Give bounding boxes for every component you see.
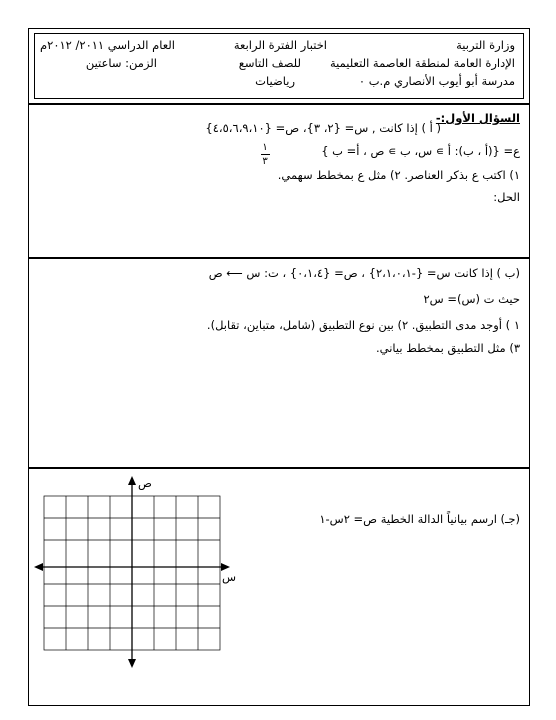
q1-tasks: ١) اكتب ع بذكر العناصر. ٢) مثل ع بمخطط سهمي.	[277, 168, 520, 182]
duration-label: الزمن: ساعتين	[85, 56, 157, 70]
q1-relation-definition: ع= {(أ ، ب): أ ∍ س، ب ∍ ص ، أ= ب }	[321, 144, 520, 158]
exam-title: اختبار الفترة الرابعة	[233, 38, 327, 52]
solution-label: الحل:	[493, 190, 520, 204]
school-year-label: العام الدراسي ٢٠١١/ ٢٠١٢م	[40, 38, 175, 52]
q1-part-c-statement: (جـ) ارسم بيانياً الدالة الخطية ص= ٢س-١	[319, 512, 520, 526]
mapping-rule: حيث ت (س)= س٢	[423, 292, 520, 306]
q1-part-a-statement: ( أ ) إذا كانت , س= {٢، ٣}، ص= {٤،٥،٦،٩،١٠}	[205, 121, 441, 135]
q1-part-b-statement: (ب ) إذا كانت س= {-٢،١،٠،١} ، ص= {٠،١،٤} ، ت: س ⟵ ص	[208, 266, 520, 280]
school-label: مدرسة أبو أيوب الأنصاري م.ب ٠	[358, 74, 515, 88]
ministry-label: وزارة التربية	[456, 38, 515, 52]
question-1-heading: السؤال الأول:-	[435, 111, 520, 125]
q1-part-b-tasks-1: ١ ) أوجد مدى التطبيق. ٢) بين نوع التطبيق (شامل، متباين، تقابل).	[206, 318, 520, 332]
arrow-down-icon	[128, 659, 136, 668]
y-axis-label: ص	[138, 476, 152, 490]
subject-label: رياضيات	[255, 74, 295, 88]
fraction-denominator: ٣	[262, 156, 268, 167]
fraction-numerator: ١	[262, 142, 268, 153]
x-axis-label: س	[222, 570, 237, 584]
grade-label: للصف التاسع	[238, 56, 301, 70]
arrow-up-icon	[128, 476, 136, 485]
q1-part-b-tasks-2: ٣) مثل التطبيق بمخطط بياني.	[375, 341, 520, 355]
arrow-left-icon	[34, 563, 43, 571]
directorate-label: الإدارة العامة لمنطقة العاصمة التعليمية	[330, 56, 515, 70]
